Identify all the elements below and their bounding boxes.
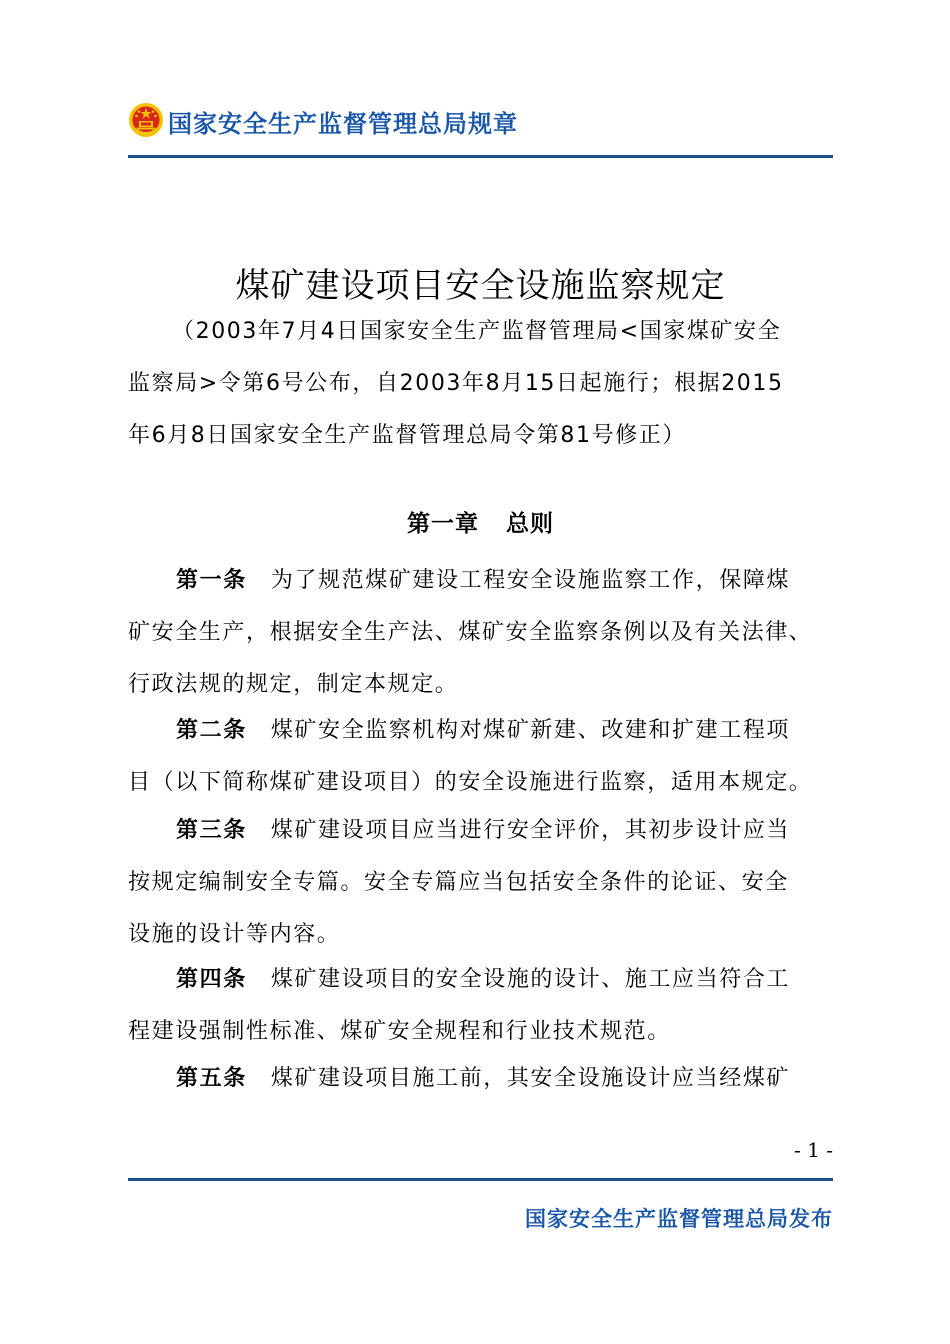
article-text: 煤矿建设项目应当进行安全评价，其初步设计应当 [270, 818, 791, 843]
page-number: - 1 - [794, 1138, 833, 1162]
article-line: 矿安全生产，根据安全生产法、煤矿安全监察条例以及有关法律、 [128, 620, 813, 645]
promulgation-note [128, 306, 833, 462]
article-line: 设施的设计等内容。 [128, 922, 341, 947]
article-heading: 第五条 [176, 1066, 247, 1091]
article-heading: 第四条 [176, 967, 247, 992]
article-heading: 第二条 [176, 718, 247, 743]
article-5 [128, 1053, 833, 1105]
article-heading: 第一条 [176, 568, 247, 593]
article-line: 目（以下简称煤矿建设项目）的安全设施进行监察，适用本规定。 [128, 770, 813, 795]
header-title: 国家安全生产监督管理总局规章 [168, 110, 518, 138]
note-line: 年6月8日国家安全生产监督管理总局令第81号修正） [128, 423, 686, 448]
article-line [128, 705, 833, 757]
article-3 [128, 805, 833, 961]
note-line: 监察局>令第6号公布，自2003年8月15日起施行；根据2015 [128, 371, 784, 396]
article-line: 行政法规的规定，制定本规定。 [128, 672, 459, 697]
footer-publisher: 国家安全生产监督管理总局发布 [525, 1207, 833, 1231]
header-divider [128, 155, 833, 158]
article-line [128, 1053, 833, 1105]
article-line [128, 805, 833, 857]
article-text: 煤矿安全监察机构对煤矿新建、改建和扩建工程项 [270, 718, 791, 743]
page-header [128, 100, 833, 142]
chapter-heading: 第一章 总则 [406, 511, 555, 537]
national-emblem-icon [128, 102, 164, 138]
article-line [128, 954, 833, 1006]
article-2 [128, 705, 833, 809]
footer-divider [128, 1178, 833, 1181]
article-text: 煤矿建设项目施工前，其安全设施设计应当经煤矿 [270, 1066, 791, 1091]
article-text: 煤矿建设项目的安全设施的设计、施工应当符合工 [270, 967, 791, 992]
article-line: 程建设强制性标准、煤矿安全规程和行业技术规范。 [128, 1019, 671, 1044]
article-line: 按规定编制安全专篇。安全专篇应当包括安全条件的论证、安全 [128, 870, 789, 895]
note-line: （2003年7月4日国家安全生产监督管理局<国家煤矿安全 [172, 319, 782, 344]
article-heading: 第三条 [176, 818, 247, 843]
article-text: 为了规范煤矿建设工程安全设施监察工作，保障煤 [270, 568, 791, 593]
article-4 [128, 954, 833, 1058]
document-title: 煤矿建设项目安全设施监察规定 [235, 266, 726, 306]
article-line [128, 555, 833, 607]
article-1 [128, 555, 833, 711]
